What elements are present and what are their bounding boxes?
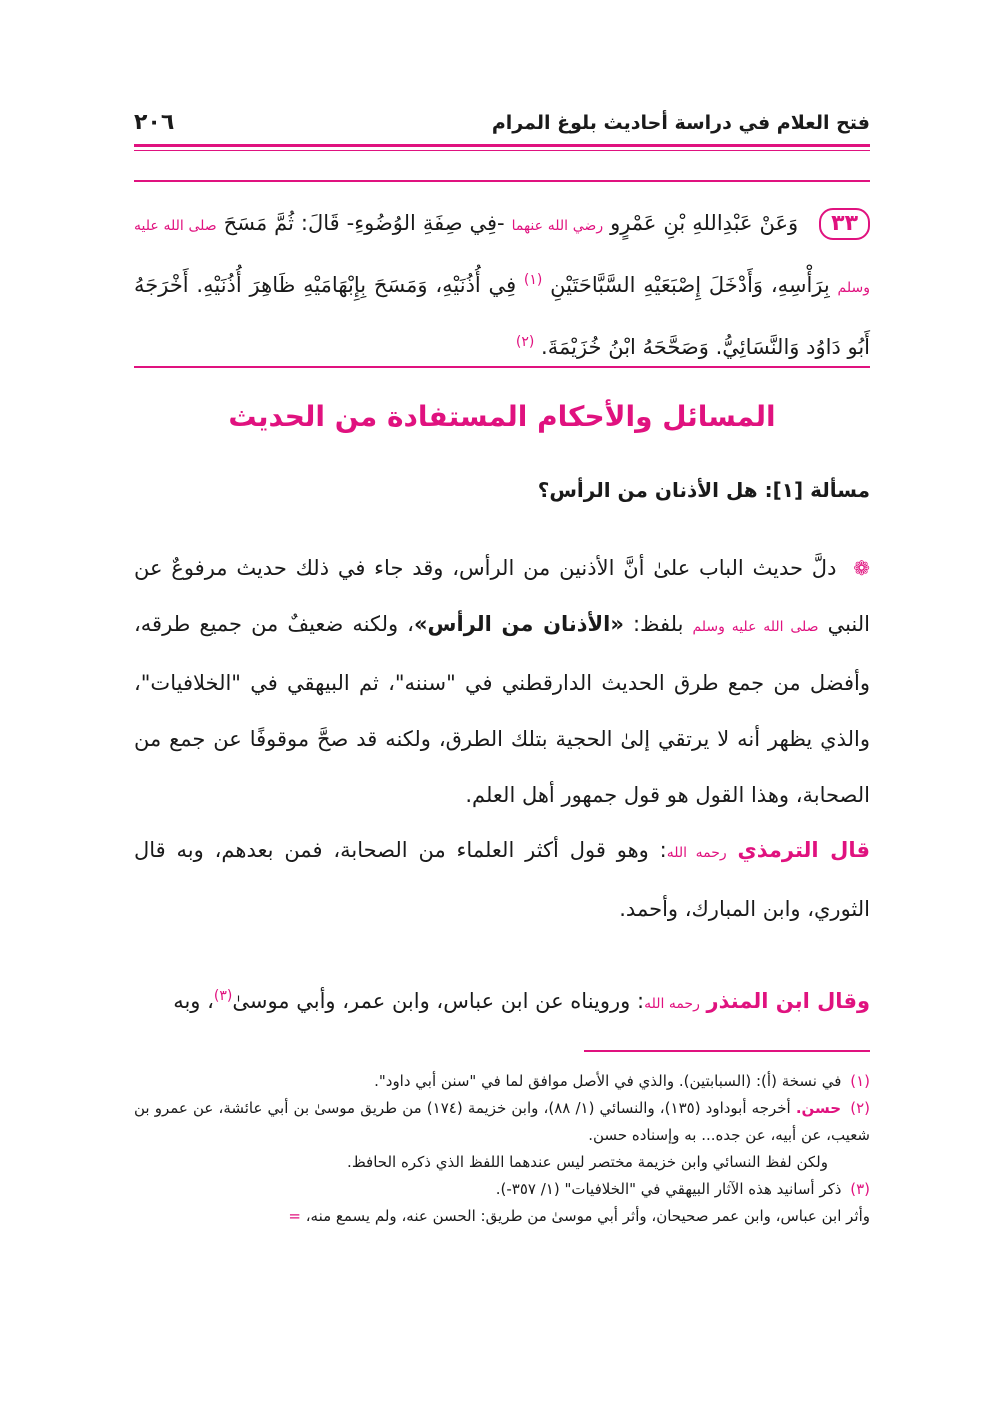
flower-ornament-icon: ❁ bbox=[853, 556, 870, 580]
footnote-number: (٣) bbox=[850, 1180, 870, 1198]
hadith-segment: فِي أُذُنَيْهِ، وَمَسَحَ بِإِبْهَامَيْهِ ظَاهِرَ أُذُنَيْهِ. أَخْرَجَهُ أَبُو دَاوُد وَالنَّسَائِيُّ. وَصَحَّحَهُ ابْنُ خُزَيْمَةَ. bbox=[134, 273, 870, 359]
footnote-number: (١) bbox=[850, 1072, 870, 1090]
footnote-2-continued: ولكن لفظ النسائي وابن خزيمة مختصر ليس عندهما اللفظ الذي ذكره الحافظ. bbox=[347, 1153, 828, 1171]
footnote-number: (٢) bbox=[850, 1099, 870, 1117]
footnote-text: في نسخة (أ): (السبابتين). والذي في الأصل موافق لما في "سنن أبي داود". bbox=[374, 1072, 842, 1090]
hadith-quote: «الأذنان من الرأس» bbox=[413, 612, 624, 636]
paragraph-evidence bbox=[134, 540, 870, 823]
footnote-3 bbox=[134, 1176, 870, 1203]
paragraph-ibn-mundhir bbox=[134, 968, 870, 1032]
footnote-2 bbox=[134, 1095, 870, 1149]
rahimahullah-honorific: رحمه الله bbox=[666, 845, 727, 861]
salla-honorific: صلى الله عليه وسلم bbox=[692, 619, 819, 635]
salla-honorific: صلى الله عليه وسلم bbox=[134, 218, 870, 296]
footnote-text: ذكر أسانيد هذه الآثار البيهقي في "الخلافيات" (١/ ٣٥٧-). bbox=[495, 1180, 842, 1198]
scholar-name: قال الترمذي bbox=[737, 838, 870, 862]
paragraph-segment: : وهو قول أكثر العلماء من الصحابة، فمن بعدهم، وبه قال الثوري، وابن المبارك، وأحمد. bbox=[134, 838, 870, 921]
footnote-3-continued bbox=[134, 1203, 870, 1230]
hadith-box bbox=[134, 180, 870, 368]
paragraph-segment: : ورويناه عن ابن عباس، وابن عمر، وأبي موسىٰ bbox=[232, 989, 645, 1013]
scholar-name: وقال ابن المنذر bbox=[706, 989, 870, 1013]
paragraph-segment: ، ولكنه ضعيفٌ من جميع طرقه، وأفضل من جمع طرق الحديث الدارقطني في "سننه"، ثم البيهقي في "الخلافيات"، والذي يظهر أنه لا يرتقي إلىٰ الحجية بتلك الطرق، ولكنه قد صحَّ موقوفًا عن جمع من الصحابة، وهذا القول هو قول جمهور أهل العلم. bbox=[134, 612, 870, 807]
continuation-mark: = bbox=[288, 1207, 301, 1225]
hadith-segment: وَعَنْ عَبْدِاللهِ بْنِ عَمْرٍو bbox=[610, 211, 799, 235]
paragraph-tirmidhi bbox=[134, 822, 870, 937]
footnote-text: وأثر ابن عباس، وابن عمر صحيحان، وأثر أبي موسىٰ من طريق: الحسن عنه، ولم يسمع منه، bbox=[305, 1207, 870, 1225]
book-title: فتح العلام في دراسة أحاديث بلوغ المرام bbox=[491, 112, 870, 134]
paragraph-segment: دلَّ حديث الباب علىٰ أنَّ الأذنين من الرأس، وقد جاء في ذلك حديث مرفوعٌ عن النبي bbox=[134, 556, 870, 636]
page-number: ٢٠٦ bbox=[134, 110, 175, 135]
footnote-divider bbox=[584, 1050, 870, 1052]
paragraph-segment: ، وبه bbox=[173, 989, 214, 1013]
header-divider-thin bbox=[134, 150, 870, 151]
hadith-grade: حسن. bbox=[795, 1099, 842, 1117]
footnote-ref-1[interactable]: (١) bbox=[523, 272, 543, 288]
hadith-segment: بِرَأْسِهِ، وَأَدْخَلَ إِصْبَعَيْهِ السَّبَّاحَتَيْنِ bbox=[550, 273, 830, 297]
hadith-segment: -فِي صِفَةِ الوُضُوءِ- قَالَ: ثُمَّ مَسَحَ bbox=[223, 211, 505, 235]
running-header bbox=[134, 108, 870, 144]
paragraph-segment: بلفظ: bbox=[632, 612, 684, 636]
hadith-number-badge: ٣٣ bbox=[819, 208, 870, 240]
issue-title: مسألة [١]: هل الأذنان من الرأس؟ bbox=[537, 478, 870, 502]
footnote-ref-2[interactable]: (٢) bbox=[515, 334, 535, 350]
radiallahu-honorific: رضي الله عنهما bbox=[511, 218, 604, 234]
footnotes bbox=[134, 1068, 870, 1230]
rahimahullah-honorific: رحمه الله bbox=[644, 996, 700, 1012]
hadith-text bbox=[134, 196, 870, 374]
header-divider bbox=[134, 144, 870, 147]
footnote-1 bbox=[134, 1068, 870, 1095]
footnote-ref-3[interactable]: (٣) bbox=[213, 988, 233, 1004]
section-title: المسائل والأحكام المستفادة من الحديث bbox=[228, 400, 776, 433]
footnote-text: أخرجه أبوداود (١٣٥)، والنسائي (١/ ٨٨)، وابن خزيمة (١٧٤) من طريق موسىٰ بن أبي عائشة، عن عمرو بن شعيب، عن أبيه، عن جده... به وإسناده حسن. bbox=[134, 1099, 870, 1144]
